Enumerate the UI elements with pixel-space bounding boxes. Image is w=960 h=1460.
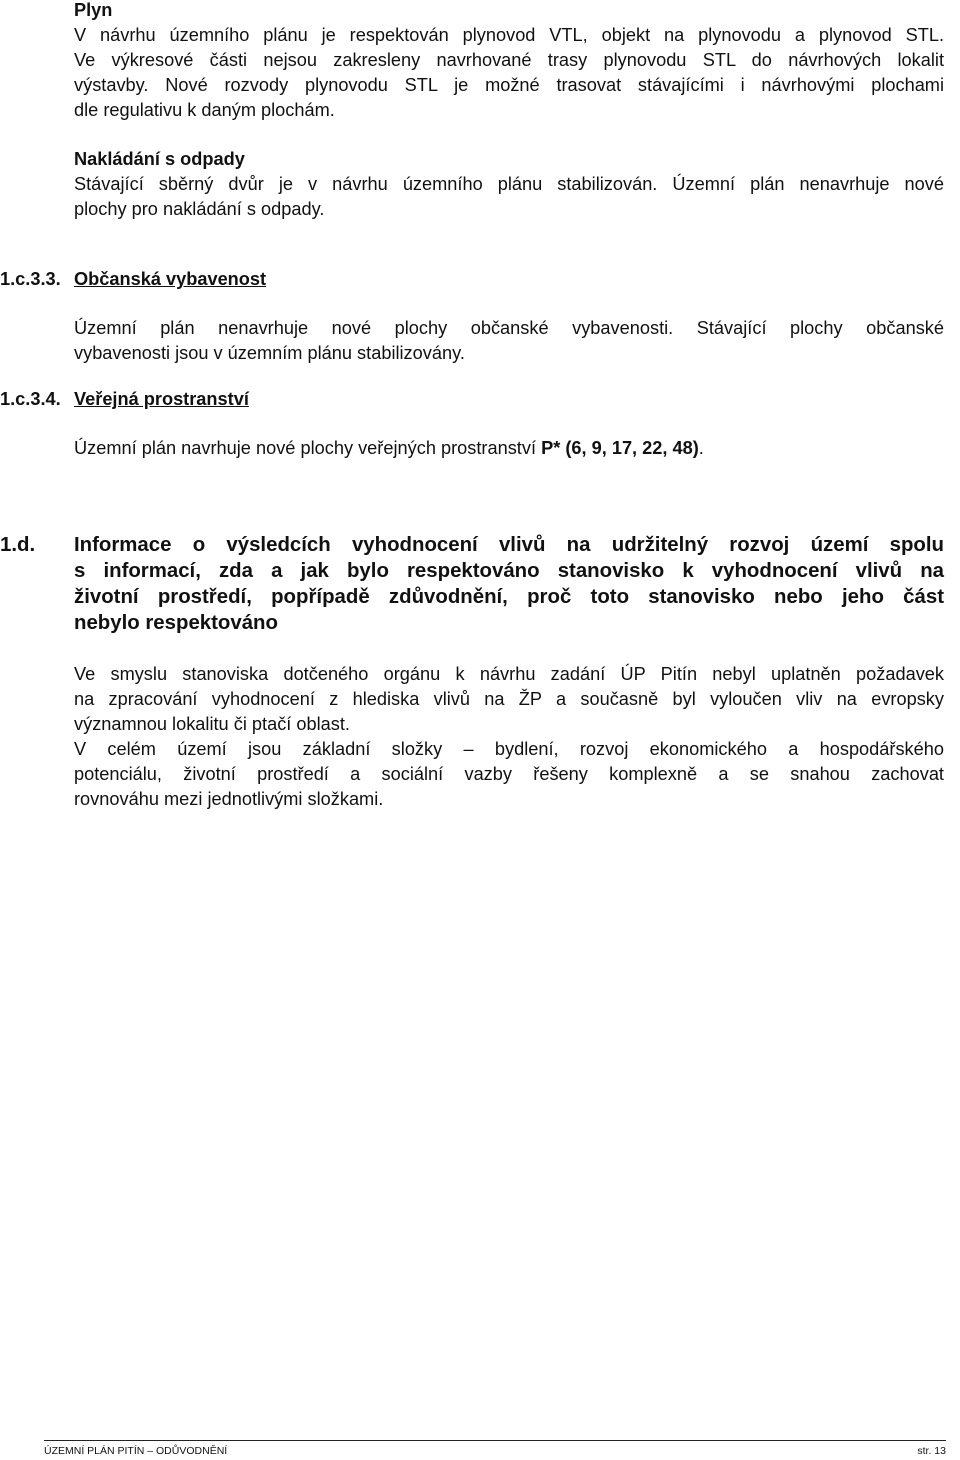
section-title-line: nebylo respektováno [74,612,278,634]
footer-title: ÚZEMNÍ PLÁN PITÍN – ODŮVODNĚNÍ [44,1445,228,1457]
paragraph-line: V celém území jsou základní složky – bydlení, rozvoj ekonomického a hospodářského [74,739,944,759]
paragraph-line: rovnováhu mezi jednotlivými složkami. [74,789,384,809]
section-heading-1d [0,532,944,636]
paragraph-line: potenciálu, životní prostředí a sociální vazby řešeny komplexně a se snahou zachovat [74,764,944,784]
paragraph-line: Stávající sběrný dvůr je v návrhu územního plánu stabilizován. Územní plán nenavrhuje nové [74,174,944,194]
plot-codes: P* (6, 9, 17, 22, 48) [541,438,699,458]
section-number: 1.c.3.3. [0,269,61,289]
paragraph-line: výstavby. Nové rozvody plynovodu STL je možné trasovat stávajícími i návrhovými plochami [74,75,944,95]
paragraph-line: Ve výkresové části nejsou zakresleny navrhované trasy plynovodu STL do návrhových lokalit [74,50,944,70]
section-heading-1c33 [0,267,267,292]
section-heading-plyn: Plyn [74,0,113,20]
section-number: 1.c.3.4. [0,389,61,409]
paragraph-text: Územní plán navrhuje nové plochy veřejných prostranství [74,438,542,458]
paragraph-line: Územní plán nenavrhuje nové plochy občanské vybavenosti. Stávající plochy občanské [74,318,944,338]
section-title-line: s informací, zda a jak bylo respektováno stanovisko k vyhodnocení vlivů na [74,560,944,582]
paragraph-line: Ve smyslu stanoviska dotčeného orgánu k návrhu zadání ÚP Pitín nebyl uplatněn požadavek [74,664,944,684]
paragraph-line [74,436,704,461]
section-heading-odpady: Nakládání s odpady [74,149,245,169]
paragraph-line: V návrhu územního plánu je respektován plynovod VTL, objekt na plynovodu a plynovod STL. [74,25,944,45]
paragraph-line: dle regulativu k daným plochám. [74,100,335,120]
paragraph-text: . [698,438,704,458]
section-number: 1.d. [0,534,36,556]
section-title-line: životní prostředí, popřípadě zdůvodnění, proč toto stanovisko nebo jeho část [74,586,944,608]
section-heading-1c34 [0,387,249,412]
paragraph-line: na zpracování vyhodnocení z hlediska vlivů na ŽP a současně byl vyloučen vliv na evropsky [74,689,944,709]
paragraph-line: plochy pro nakládání s odpady. [74,199,325,219]
section-title-line: Informace o výsledcích vyhodnocení vlivů na udržitelný rozvoj území spolu [74,534,944,556]
page-footer [44,1440,946,1457]
paragraph-line: vybavenosti jsou v územním plánu stabilizovány. [74,343,465,363]
section-title: Občanská vybavenost [74,269,267,289]
paragraph-line: významnou lokalitu či ptačí oblast. [74,714,350,734]
page-number: str. 13 [917,1445,946,1457]
section-title: Veřejná prostranství [74,389,249,409]
